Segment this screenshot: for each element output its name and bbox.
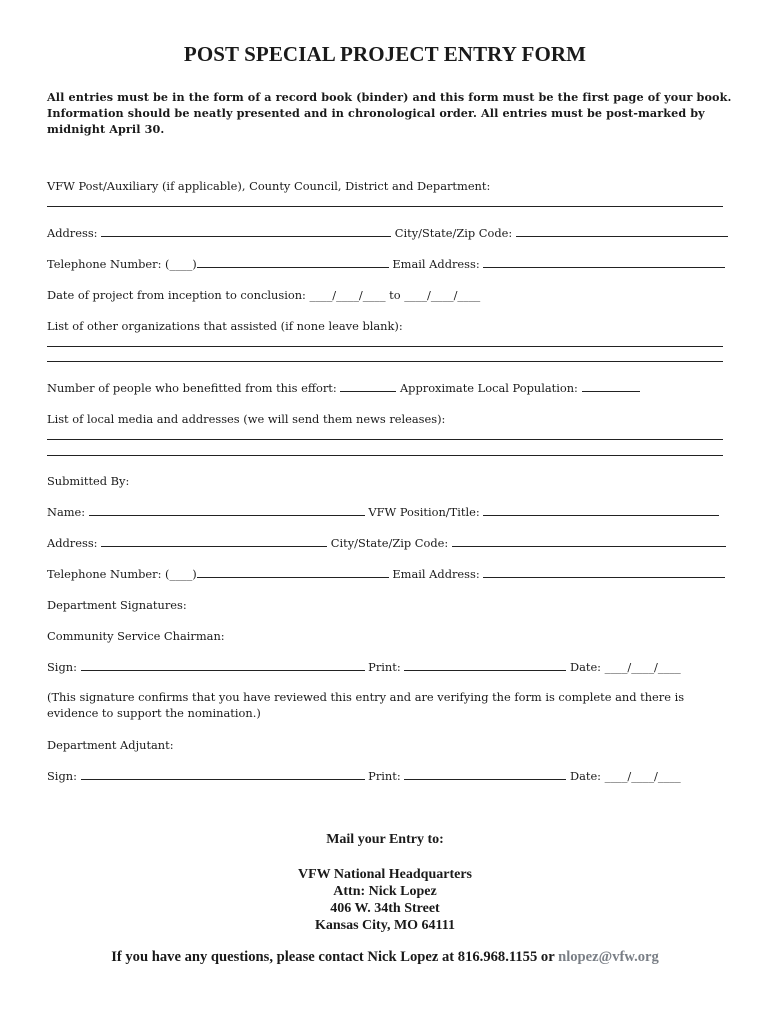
email-field[interactable] xyxy=(483,256,725,268)
other-orgs-field-2[interactable] xyxy=(47,361,723,362)
submitter-name-label: Name: xyxy=(47,505,86,519)
local-media-field-1[interactable] xyxy=(47,439,723,440)
city-state-zip-label: City/State/Zip Code: xyxy=(394,226,513,240)
chairman-heading: Community Service Chairman: xyxy=(47,629,225,643)
local-media-field-2[interactable] xyxy=(47,455,723,456)
submitter-name-row xyxy=(47,504,719,520)
city-state-zip-field[interactable] xyxy=(516,225,728,237)
telephone-row xyxy=(47,256,725,272)
other-orgs-label: List of other organizations that assisted (if none leave blank): xyxy=(47,319,403,333)
contact-text: If you have any questions, please contact Nick Lopez at 816.968.1155 or xyxy=(111,949,555,965)
signature-note: (This signature confirms that you have reviewed this entry and are verifying the form is complete and there is evidence to support the nomination.) xyxy=(47,690,685,720)
adjutant-sign-row xyxy=(47,768,681,784)
adjutant-sign-field[interactable] xyxy=(81,768,365,780)
mail-address-line-1: VFW National Headquarters xyxy=(298,867,472,882)
chairman-date-field[interactable]: Date: ____/____/____ xyxy=(569,660,681,674)
submitter-telephone-row xyxy=(47,566,725,582)
submitter-telephone-field[interactable] xyxy=(197,566,389,578)
intro-instructions: All entries must be in the form of a record book (binder) and this form must be the first page of your book. Information should be neatly presented and in chronological order. All entries must be post-marked by midnight April 30. xyxy=(47,90,732,136)
project-date-to[interactable]: to ____/____/____ xyxy=(389,288,481,302)
submitter-city-label: City/State/Zip Code: xyxy=(330,536,449,550)
mail-address-line-2: Attn: Nick Lopez xyxy=(333,884,437,899)
adjutant-print-field[interactable] xyxy=(404,768,566,780)
mail-address-line-4: Kansas City, MO 64111 xyxy=(314,918,456,933)
project-date-label[interactable]: Date of project from inception to conclusion: ____/____/____ xyxy=(47,288,386,302)
chairman-sign-label: Sign: xyxy=(47,660,77,674)
people-benefitted-field[interactable] xyxy=(340,380,396,392)
address-field[interactable] xyxy=(101,225,391,237)
adjutant-date-field[interactable]: Date: ____/____/____ xyxy=(569,769,681,783)
submitter-email-field[interactable] xyxy=(483,566,725,578)
submitter-city-field[interactable] xyxy=(452,535,726,547)
submitter-address-row xyxy=(47,535,726,551)
contact-email-link[interactable]: nlopez@vfw.org xyxy=(558,949,659,965)
submitter-address-label: Address: xyxy=(47,536,98,550)
adjutant-heading: Department Adjutant: xyxy=(47,738,174,752)
address-label: Address: xyxy=(47,226,98,240)
submitter-position-label: VFW Position/Title: xyxy=(368,505,480,519)
submitter-address-field[interactable] xyxy=(101,535,327,547)
address-row xyxy=(47,225,728,241)
local-media-label: List of local media and addresses (we will send them news releases): xyxy=(47,412,446,426)
mail-address-line-3: 406 W. 34th Street xyxy=(330,901,440,916)
local-population-label: Approximate Local Population: xyxy=(399,381,578,395)
adjutant-print-label: Print: xyxy=(368,769,401,783)
vfw-post-field[interactable] xyxy=(47,206,723,207)
form-title: POST SPECIAL PROJECT ENTRY FORM xyxy=(183,42,587,66)
submitter-position-field[interactable] xyxy=(483,504,719,516)
email-label: Email Address: xyxy=(392,257,480,271)
telephone-label: Telephone Number: (____) xyxy=(47,257,197,271)
other-orgs-field-1[interactable] xyxy=(47,346,723,347)
contact-line xyxy=(0,949,770,966)
chairman-sign-row xyxy=(47,659,681,675)
submitter-telephone-label: Telephone Number: (____) xyxy=(47,567,197,581)
telephone-field[interactable] xyxy=(197,256,389,268)
submitter-email-label: Email Address: xyxy=(392,567,480,581)
people-benefitted-label: Number of people who benefitted from this effort: xyxy=(47,381,337,395)
chairman-sign-field[interactable] xyxy=(81,659,365,671)
submitter-name-field[interactable] xyxy=(89,504,365,516)
people-row xyxy=(47,380,640,396)
chairman-print-label: Print: xyxy=(368,660,401,674)
mail-heading: Mail your Entry to: xyxy=(326,832,444,847)
department-signatures-heading: Department Signatures: xyxy=(47,598,187,612)
vfw-post-label: VFW Post/Auxiliary (if applicable), County Council, District and Department: xyxy=(47,179,491,193)
adjutant-sign-label: Sign: xyxy=(47,769,77,783)
chairman-print-field[interactable] xyxy=(404,659,566,671)
submitted-by-heading: Submitted By: xyxy=(47,474,130,488)
project-date-row xyxy=(47,287,480,303)
local-population-field[interactable] xyxy=(582,380,640,392)
